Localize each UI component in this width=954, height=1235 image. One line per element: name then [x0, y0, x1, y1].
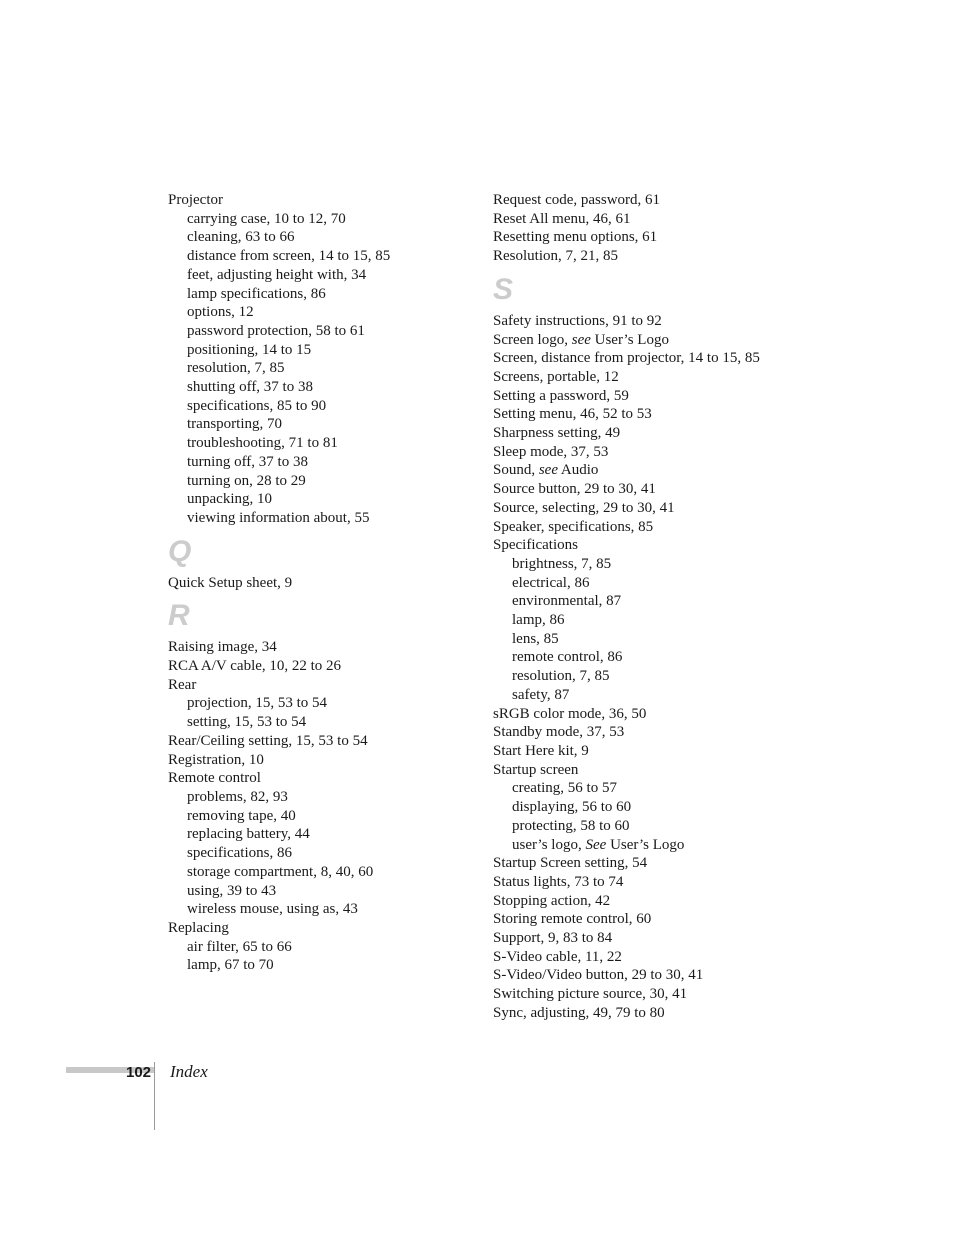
index-subentry: shutting off, 37 to 38: [187, 379, 313, 396]
index-entry: Support, 9, 83 to 84: [493, 930, 613, 947]
index-subentry: protecting, 58 to 60: [512, 817, 630, 834]
index-entry: Startup Screen setting, 54: [493, 855, 648, 872]
index-block: [168, 638, 468, 975]
index-subentry: positioning, 14 to 15: [187, 341, 312, 358]
index-entry: Replacing: [168, 919, 229, 936]
index-entry: sRGB color mode, 36, 50: [493, 705, 647, 722]
index-entry: RCA A/V cable, 10, 22 to 26: [168, 658, 342, 675]
index-block: [493, 312, 793, 1023]
index-subentry: distance from screen, 14 to 15, 85: [187, 248, 391, 265]
index-subentry: [493, 836, 793, 855]
index-subentry: electrical, 86: [512, 574, 590, 591]
index-entry: Storing remote control, 60: [493, 911, 652, 928]
index-subentry: using, 39 to 43: [187, 882, 277, 899]
index-entry: S-Video/Video button, 29 to 30, 41: [493, 967, 704, 984]
index-block: [493, 191, 793, 266]
index-subentry: projection, 15, 53 to 54: [187, 695, 327, 712]
index-subentry: specifications, 86: [187, 845, 292, 862]
index-subentry: feet, adjusting height with, 34: [187, 266, 367, 283]
index-subentry: air filter, 65 to 66: [187, 938, 292, 955]
entry-text: user’s logo,: [512, 836, 586, 853]
page-number: 102: [126, 1064, 152, 1081]
index-subentry: environmental, 87: [512, 593, 622, 610]
index-subentry: lens, 85: [512, 630, 559, 647]
section-letter-q: Q: [168, 534, 192, 568]
cross-reference-word: See: [585, 836, 607, 853]
index-entry: Projector: [168, 192, 223, 208]
index-subentry: carrying case, 10 to 12, 70: [187, 210, 346, 227]
section-title: Index: [170, 1062, 208, 1081]
index-block: [168, 574, 468, 593]
index-subentry: remote control, 86: [512, 649, 623, 666]
index-entry: Switching picture source, 30, 41: [493, 986, 688, 1003]
index-subentry: troubleshooting, 71 to 81: [187, 435, 338, 452]
index-entry: Resetting menu options, 61: [493, 229, 658, 246]
index-subentry: lamp, 86: [512, 612, 565, 629]
index-entry: [493, 461, 793, 480]
index-subentry: viewing information about, 55: [187, 509, 370, 526]
index-entry: Startup screen: [493, 761, 579, 778]
index-subentry: turning off, 37 to 38: [187, 453, 308, 470]
index-subentry: displaying, 56 to 60: [512, 799, 632, 816]
index-entry: S-Video cable, 11, 22: [493, 948, 622, 965]
index-subentry: resolution, 7, 85: [187, 360, 285, 377]
index-column-right: [493, 191, 793, 1023]
entry-text: Sound,: [493, 462, 539, 479]
index-entry: Raising image, 34: [168, 639, 277, 656]
index-entry: Reset All menu, 46, 61: [493, 210, 631, 227]
cross-reference-target: User’s Logo: [606, 836, 685, 853]
footer-divider: [154, 1062, 155, 1130]
index-subentry: lamp, 67 to 70: [187, 957, 274, 974]
index-block: [168, 191, 468, 528]
index-subentry: lamp specifications, 86: [187, 285, 326, 302]
index-subentry: safety, 87: [512, 686, 570, 703]
cross-reference-word: see: [571, 331, 591, 348]
index-subentry: replacing battery, 44: [187, 826, 310, 843]
index-entry: Specifications: [493, 537, 578, 554]
index-subentry: unpacking, 10: [187, 491, 272, 508]
index-entry: Remote control: [168, 770, 261, 787]
index-entry: Rear: [168, 676, 197, 693]
index-entry: Stopping action, 42: [493, 892, 611, 909]
index-entry: Resolution, 7, 21, 85: [493, 248, 619, 265]
index-entry: Start Here kit, 9: [493, 742, 589, 759]
index-entry: Rear/Ceiling setting, 15, 53 to 54: [168, 732, 368, 749]
index-subentry: options, 12: [187, 304, 254, 321]
index-entry: Source, selecting, 29 to 30, 41: [493, 499, 675, 516]
index-entry: Status lights, 73 to 74: [493, 873, 624, 890]
section-letter-s: S: [493, 272, 514, 306]
section-letter-r: R: [168, 599, 190, 633]
cross-reference-word: see: [538, 462, 558, 479]
index-entry: Sleep mode, 37, 53: [493, 443, 609, 460]
index-entry: Setting a password, 59: [493, 387, 629, 404]
index-entry: Sync, adjusting, 49, 79 to 80: [493, 1004, 665, 1021]
index-entry: Registration, 10: [168, 751, 264, 768]
index-entry: Standby mode, 37, 53: [493, 724, 625, 741]
cross-reference-target: Audio: [558, 462, 599, 479]
index-subentry: setting, 15, 53 to 54: [187, 714, 307, 731]
index-column-left: [168, 191, 468, 975]
index-subentry: storage compartment, 8, 40, 60: [187, 863, 374, 880]
index-entry: Speaker, specifications, 85: [493, 518, 654, 535]
index-entry: Quick Setup sheet, 9: [168, 574, 293, 591]
index-entry: Screen, distance from projector, 14 to 15, 85: [493, 350, 760, 367]
index-subentry: brightness, 7, 85: [512, 555, 612, 572]
index-subentry: wireless mouse, using as, 43: [187, 901, 358, 918]
entry-text: Screen logo,: [493, 331, 572, 348]
index-subentry: problems, 82, 93: [187, 788, 288, 805]
cross-reference-target: User’s Logo: [590, 331, 669, 348]
index-subentry: turning on, 28 to 29: [187, 472, 306, 489]
index-subentry: removing tape, 40: [187, 807, 296, 824]
index-entry: [493, 331, 793, 350]
index-entry: Request code, password, 61: [493, 192, 661, 208]
index-entry: Setting menu, 46, 52 to 53: [493, 406, 652, 423]
index-entry: Screens, portable, 12: [493, 368, 619, 385]
index-entry: Sharpness setting, 49: [493, 425, 621, 442]
index-entry: Safety instructions, 91 to 92: [493, 312, 662, 329]
index-subentry: password protection, 58 to 61: [187, 322, 365, 339]
index-subentry: creating, 56 to 57: [512, 780, 617, 797]
index-subentry: specifications, 85 to 90: [187, 397, 327, 414]
index-entry: Source button, 29 to 30, 41: [493, 481, 656, 498]
index-subentry: cleaning, 63 to 66: [187, 229, 295, 246]
index-subentry: transporting, 70: [187, 416, 282, 433]
index-subentry: resolution, 7, 85: [512, 668, 610, 685]
